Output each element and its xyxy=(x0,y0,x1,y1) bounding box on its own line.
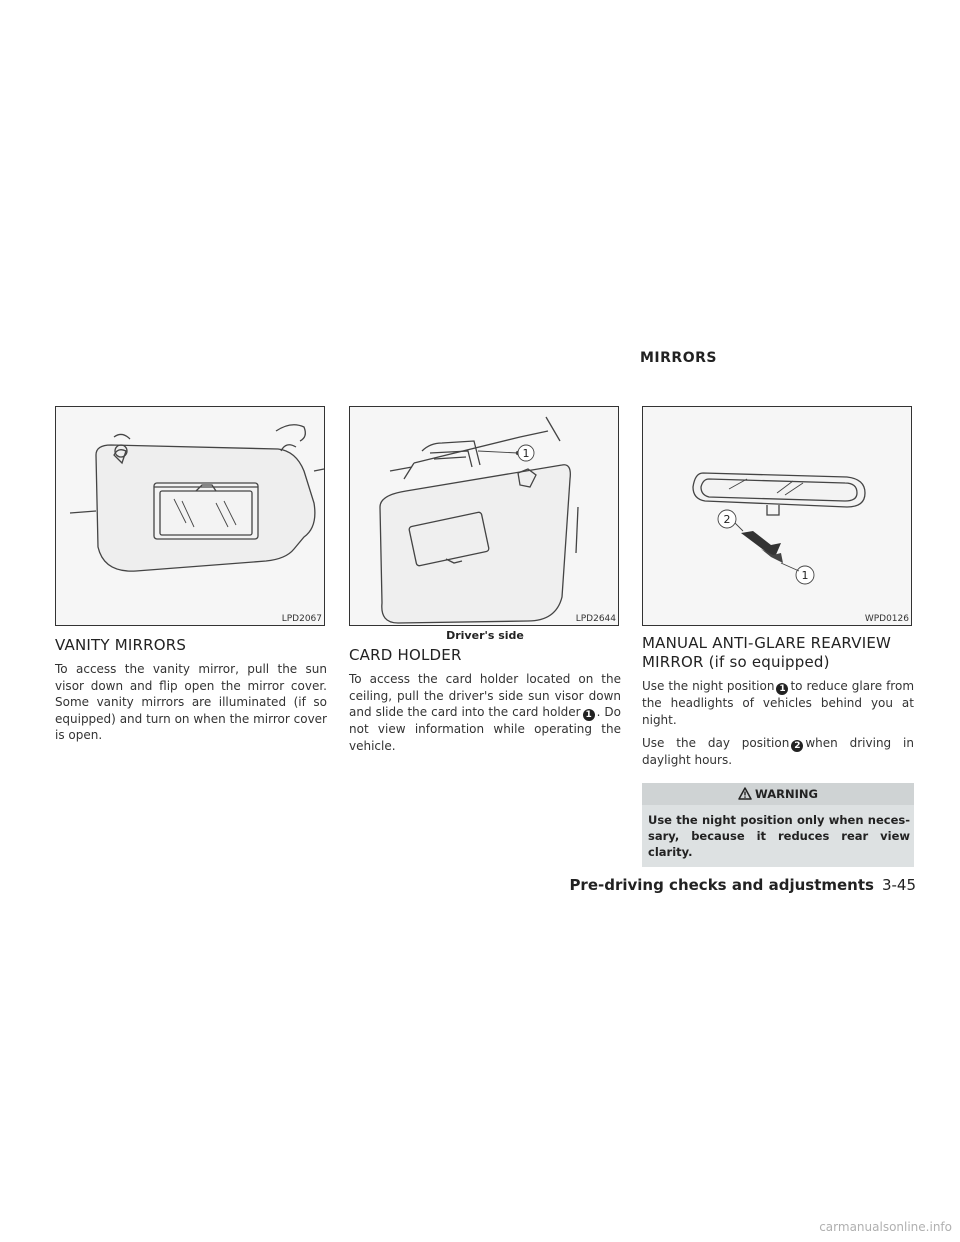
rearview-mirror-heading xyxy=(642,634,914,672)
paragraph-text: Use the day position xyxy=(642,736,790,750)
vanity-mirrors-paragraph: To access the vanity mirror, pull the sun visor down and flip open the mirror cover. Some vanity mirrors are illuminated (if so equipped) and turn on when the mirror cover is open. xyxy=(55,662,327,742)
warning-box xyxy=(642,783,914,867)
day-position-paragraph xyxy=(642,735,914,769)
marker-1: 1 xyxy=(776,683,788,695)
paragraph-text: when driving in daylight hours. xyxy=(642,736,914,767)
watermark: carmanualsonline.info xyxy=(819,1220,952,1234)
card-holder-column xyxy=(349,406,621,761)
rearview-mirror-column xyxy=(642,406,914,867)
sun-visor-illustration xyxy=(56,407,326,627)
warning-header xyxy=(642,783,914,805)
figure-code: LPD2067 xyxy=(281,614,322,624)
paragraph-text: To access the card holder located on the ceiling, pull the driver's side sun visor down and slide the card into the card holder xyxy=(349,672,621,719)
vanity-mirrors-heading: VANITY MIRRORS xyxy=(55,636,187,654)
figure-label-2: 2 xyxy=(723,513,731,526)
card-holder-heading: CARD HOLDER xyxy=(349,646,462,664)
rearview-mirror-figure xyxy=(642,406,912,626)
heading-line-1: MANUAL ANTI-GLARE REARVIEW xyxy=(642,634,892,652)
paragraph-text: to reduce glare from the headlights of vehicles behind you at night. xyxy=(642,679,915,727)
night-position-paragraph xyxy=(642,678,914,728)
card-holder-figure xyxy=(349,406,619,626)
marker-1: 1 xyxy=(583,709,595,721)
paragraph-text: . Do not view information while operating the vehicle. xyxy=(349,705,621,753)
figure-label-1: 1 xyxy=(801,569,809,582)
warning-icon xyxy=(738,787,752,800)
vanity-mirrors-column xyxy=(55,406,327,751)
card-holder-illustration xyxy=(350,407,620,627)
figure-caption: Driver's side xyxy=(446,629,524,642)
rearview-mirror-illustration xyxy=(643,407,913,627)
footer-chapter: Pre-driving checks and adjustments xyxy=(569,876,874,894)
page-footer xyxy=(569,876,916,894)
marker-2: 2 xyxy=(791,740,803,752)
paragraph-text: Use the night position xyxy=(642,679,775,693)
figure-code: WPD0126 xyxy=(864,614,909,624)
warning-title: WARNING xyxy=(755,786,818,801)
card-holder-paragraph xyxy=(349,671,621,754)
warning-text: Use the night position only when neces-sary, because it reduces rear view clarity. xyxy=(648,812,910,859)
footer-page-number: 3-45 xyxy=(881,876,916,894)
figure-code: LPD2644 xyxy=(575,614,616,624)
section-title: MIRRORS xyxy=(640,350,717,366)
vanity-mirror-figure xyxy=(55,406,325,626)
figure-label-1: 1 xyxy=(522,447,530,460)
heading-line-2: MIRROR (if so equipped) xyxy=(642,653,830,671)
